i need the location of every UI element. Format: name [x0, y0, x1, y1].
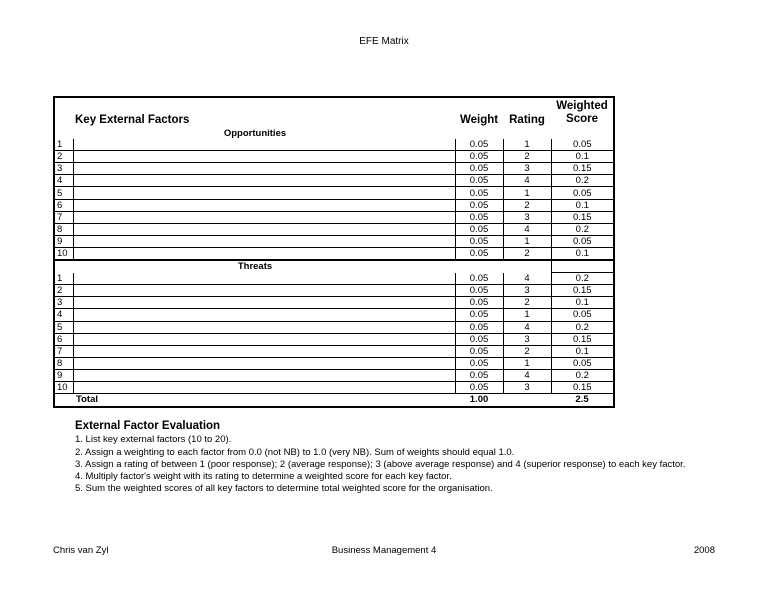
notes-heading: External Factor Evaluation	[75, 420, 221, 432]
factor-cell	[73, 333, 455, 345]
factor-cell	[73, 357, 455, 369]
weighted-score-cell: 0.2	[551, 369, 613, 381]
opportunities-rows	[55, 139, 613, 260]
row-number: 10	[55, 381, 73, 393]
weight-cell: 0.05	[455, 163, 503, 175]
page-title: EFE Matrix	[359, 36, 409, 47]
weighted-score-cell: 0.15	[551, 285, 613, 297]
weighted-score-cell: 0.2	[551, 321, 613, 333]
rating-cell: 4	[503, 175, 551, 187]
rating-cell: 1	[503, 187, 551, 199]
rating-cell: 1	[503, 309, 551, 321]
weighted-score-cell: 0.2	[551, 273, 613, 285]
factor-cell	[73, 369, 455, 381]
weight-cell: 0.05	[455, 345, 503, 357]
factor-cell	[73, 175, 455, 187]
rating-cell: 2	[503, 297, 551, 309]
notes-item-5: 5. Sum the weighted scores of all key factors to determine total weighted score for the organisation.	[75, 483, 493, 495]
weight-cell: 0.05	[455, 369, 503, 381]
row-number: 2	[55, 285, 73, 297]
weight-cell: 0.05	[455, 211, 503, 223]
row-number: 4	[55, 175, 73, 187]
rating-cell: 3	[503, 381, 551, 393]
rating-cell: 2	[503, 345, 551, 357]
rating-cell: 3	[503, 285, 551, 297]
row-number: 8	[55, 223, 73, 235]
table-row	[55, 151, 613, 163]
table-row	[55, 297, 613, 309]
factor-cell	[73, 211, 455, 223]
table-row	[55, 223, 613, 235]
weighted-score-cell: 0.15	[551, 211, 613, 223]
threats-section-row	[55, 260, 613, 273]
rating-cell: 2	[503, 199, 551, 211]
table-row	[55, 199, 613, 211]
weighted-score-cell: 0.1	[551, 199, 613, 211]
factor-cell	[73, 139, 455, 151]
weight-cell: 0.05	[455, 223, 503, 235]
weighted-score-cell: 0.15	[551, 333, 613, 345]
weight-cell: 0.05	[455, 297, 503, 309]
rating-cell: 3	[503, 211, 551, 223]
factor-cell	[73, 285, 455, 297]
weighted-score-cell: 0.15	[551, 381, 613, 393]
rating-cell: 1	[503, 235, 551, 247]
row-number: 5	[55, 321, 73, 333]
table-row	[55, 369, 613, 381]
rating-cell: 1	[503, 357, 551, 369]
table-row	[55, 309, 613, 321]
weighted-score-cell: 0.05	[551, 309, 613, 321]
weight-cell: 0.05	[455, 321, 503, 333]
footer-author: Chris van Zyl	[53, 545, 109, 556]
header-weighted-line1: Weighted	[556, 100, 608, 112]
weighted-score-cell: 0.2	[551, 223, 613, 235]
header-weighted-score	[551, 98, 613, 128]
weighted-score-cell: 0.05	[551, 139, 613, 151]
rating-cell: 4	[503, 273, 551, 285]
factor-cell	[73, 163, 455, 175]
row-number: 5	[55, 187, 73, 199]
table-row	[55, 357, 613, 369]
table-row	[55, 273, 613, 285]
row-number: 4	[55, 309, 73, 321]
table-row	[55, 211, 613, 223]
weighted-score-cell: 0.1	[551, 345, 613, 357]
factor-cell	[73, 151, 455, 163]
rating-cell: 3	[503, 333, 551, 345]
header-rating: Rating	[509, 114, 545, 126]
notes-item-3: 3. Assign a rating of between 1 (poor response); 2 (average response); 3 (above average response) and 4 (superior response) to each key factor.	[75, 458, 686, 470]
notes-section	[75, 420, 685, 496]
weight-cell: 0.05	[455, 199, 503, 211]
total-score: 2.5	[575, 394, 589, 406]
factor-cell	[73, 273, 455, 285]
row-number: 10	[55, 247, 73, 260]
weight-cell: 0.05	[455, 357, 503, 369]
table-row	[55, 321, 613, 333]
weight-cell: 0.05	[455, 381, 503, 393]
weighted-score-cell: 0.15	[551, 163, 613, 175]
weight-cell: 0.05	[455, 175, 503, 187]
weight-cell: 0.05	[455, 235, 503, 247]
rating-cell: 1	[503, 139, 551, 151]
table-row	[55, 139, 613, 151]
weight-cell: 0.05	[455, 151, 503, 163]
table-row	[55, 163, 613, 175]
row-number: 7	[55, 211, 73, 223]
weight-cell: 0.05	[455, 247, 503, 260]
total-row	[55, 394, 613, 406]
footer-course: Business Management 4	[331, 545, 437, 556]
threats-label: Threats	[55, 260, 455, 273]
row-number: 6	[55, 333, 73, 345]
weight-cell: 0.05	[455, 273, 503, 285]
table-row	[55, 381, 613, 393]
weight-cell: 0.05	[455, 285, 503, 297]
row-number: 1	[55, 273, 73, 285]
weighted-score-cell: 0.05	[551, 235, 613, 247]
rating-cell: 4	[503, 369, 551, 381]
weighted-score-cell: 0.1	[551, 151, 613, 163]
header-weighted-line2: Score	[566, 113, 598, 125]
table-row	[55, 247, 613, 260]
notes-item-1: 1. List key external factors (10 to 20).	[75, 434, 232, 446]
factor-cell	[73, 297, 455, 309]
weight-cell: 0.05	[455, 333, 503, 345]
factor-cell	[73, 187, 455, 199]
weighted-score-cell: 0.1	[551, 297, 613, 309]
rating-cell: 4	[503, 321, 551, 333]
row-number: 1	[55, 139, 73, 151]
table-row	[55, 345, 613, 357]
notes-item-2: 2. Assign a weighting to each factor from 0.0 (not NB) to 1.0 (very NB). Sum of weights should equal 1.0.	[75, 446, 515, 458]
table-row	[55, 175, 613, 187]
factor-cell	[73, 381, 455, 393]
factor-cell	[73, 345, 455, 357]
row-number: 2	[55, 151, 73, 163]
factor-cell	[73, 309, 455, 321]
notes-item-4: 4. Multiply factor's weight with its rating to determine a weighted score for each key factor.	[75, 471, 452, 483]
weighted-score-cell: 0.2	[551, 175, 613, 187]
row-number: 6	[55, 199, 73, 211]
efe-matrix-table	[53, 96, 615, 408]
total-label: Total	[76, 394, 98, 406]
factor-cell	[73, 199, 455, 211]
total-weight: 1.00	[469, 394, 489, 406]
weight-cell: 0.05	[455, 309, 503, 321]
row-number: 7	[55, 345, 73, 357]
row-number: 3	[55, 297, 73, 309]
row-number: 8	[55, 357, 73, 369]
row-number: 9	[55, 369, 73, 381]
table-row	[55, 235, 613, 247]
rating-cell: 4	[503, 223, 551, 235]
footer-year: 2008	[693, 545, 715, 556]
rating-cell: 2	[503, 151, 551, 163]
row-number: 3	[55, 163, 73, 175]
rating-cell: 3	[503, 163, 551, 175]
header-key-external-factors: Key External Factors	[75, 114, 190, 126]
header-weight: Weight	[459, 114, 499, 126]
table-row	[55, 187, 613, 199]
opportunities-section-row	[55, 128, 613, 139]
factor-cell	[73, 247, 455, 260]
weighted-score-cell: 0.05	[551, 357, 613, 369]
rating-cell: 2	[503, 247, 551, 260]
factor-cell	[73, 321, 455, 333]
weighted-score-cell: 0.1	[551, 247, 613, 260]
opportunities-label: Opportunities	[223, 128, 287, 140]
threats-rows	[55, 273, 613, 394]
weighted-score-cell: 0.05	[551, 187, 613, 199]
factor-cell	[73, 223, 455, 235]
table-row	[55, 333, 613, 345]
row-number: 9	[55, 235, 73, 247]
header-row	[55, 98, 613, 128]
factor-cell	[73, 235, 455, 247]
weight-cell: 0.05	[455, 187, 503, 199]
weight-cell: 0.05	[455, 139, 503, 151]
table-row	[55, 285, 613, 297]
